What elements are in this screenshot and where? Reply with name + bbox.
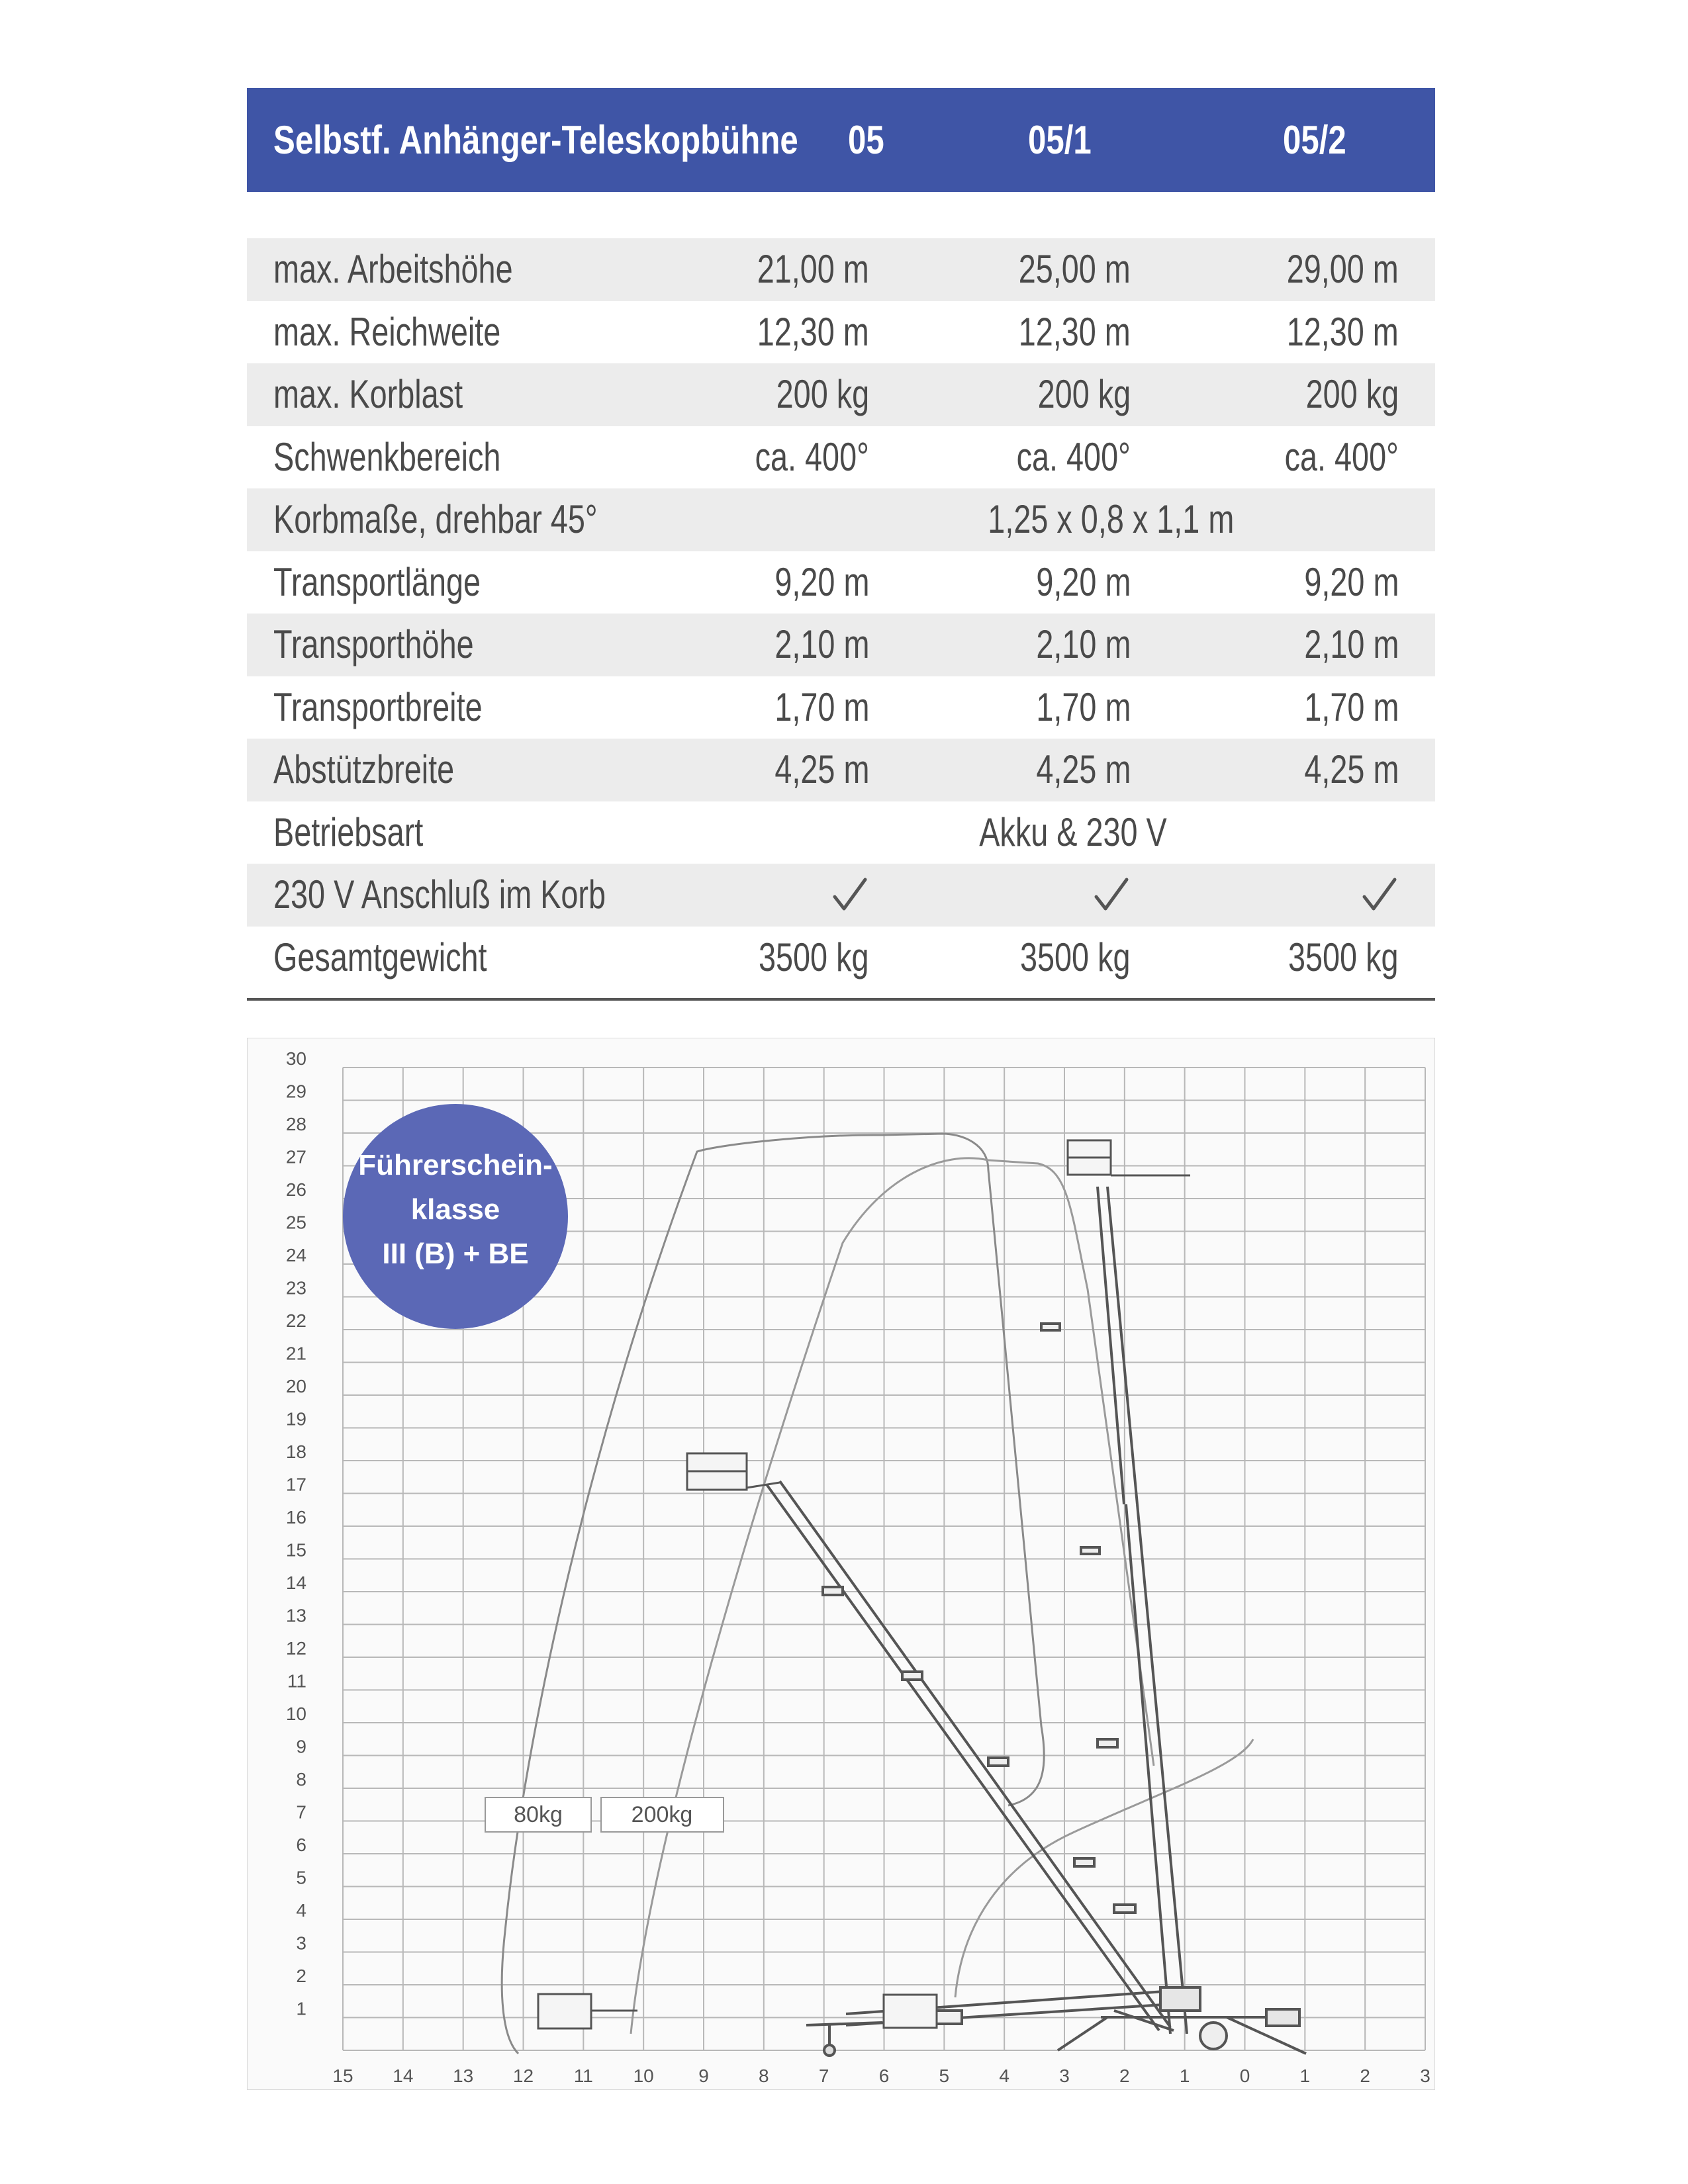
y-tick-label: 30 xyxy=(285,1048,306,1069)
spec-value: Akku & 230 V xyxy=(979,809,1167,854)
x-tick-label: 6 xyxy=(878,2066,890,2086)
x-tick-label: 14 xyxy=(393,2066,414,2086)
x-tick-label: 7 xyxy=(818,2066,829,2086)
spec-value: 4,25 m xyxy=(1035,747,1131,792)
badge-line: III (B) + BE xyxy=(382,1238,529,1270)
x-tick-label: 1 xyxy=(1299,2066,1311,2086)
y-tick-label: 18 xyxy=(285,1441,306,1462)
spec-label: Transporthöhe xyxy=(273,622,474,666)
spec-row xyxy=(247,676,1435,739)
spec-value: 1,70 m xyxy=(1035,684,1131,729)
y-tick-label: 25 xyxy=(285,1212,306,1233)
x-tick-label: 1 xyxy=(1179,2066,1190,2086)
spec-label: 230 V Anschluß im Korb xyxy=(273,872,606,917)
load-label-80kg xyxy=(485,1797,591,1832)
spec-value: 1,70 m xyxy=(1303,684,1399,729)
x-tick-label: 3 xyxy=(1059,2066,1070,2086)
spec-row xyxy=(247,864,1435,927)
x-tick-label: 9 xyxy=(698,2066,709,2086)
spec-row xyxy=(247,614,1435,676)
spec-value: 2,10 m xyxy=(1035,622,1131,666)
spec-value: ca. 400° xyxy=(755,434,869,479)
header-bar xyxy=(247,88,1435,192)
spec-row xyxy=(247,488,1435,551)
y-tick-label: 5 xyxy=(296,1867,306,1888)
spec-row xyxy=(247,426,1435,489)
y-tick-label: 3 xyxy=(296,1933,306,1954)
spec-value: 200 kg xyxy=(1305,372,1399,416)
y-tick-label: 13 xyxy=(285,1605,306,1626)
svg-text:200kg: 200kg xyxy=(631,1802,693,1827)
table-bottom-rule xyxy=(247,998,1435,1001)
y-tick-label: 28 xyxy=(285,1114,306,1134)
spec-value: 4,25 m xyxy=(774,747,869,792)
badge-line: Führerschein- xyxy=(358,1149,553,1181)
header-title: Selbstf. Anhänger-Teleskopbühne xyxy=(273,118,798,162)
y-tick-label: 7 xyxy=(296,1801,306,1823)
checkmark-icon xyxy=(1091,876,1131,915)
spec-table xyxy=(247,238,1435,989)
spec-value: 2,10 m xyxy=(774,622,869,666)
spec-value: 200 kg xyxy=(1037,372,1131,416)
spec-label: Transportbreite xyxy=(273,684,483,729)
header-model-05: 05 xyxy=(848,118,884,162)
spec-value: 12,30 m xyxy=(1286,309,1399,354)
checkmark-icon xyxy=(829,876,869,915)
spec-value: 1,70 m xyxy=(774,684,869,729)
spec-value: 9,20 m xyxy=(1035,559,1131,604)
spec-value: ca. 400° xyxy=(1284,434,1399,479)
badge-line: klasse xyxy=(410,1193,500,1226)
y-tick-label: 11 xyxy=(287,1670,306,1692)
license-class-badge xyxy=(343,1104,568,1329)
spec-row xyxy=(247,801,1435,864)
spec-value: 12,30 m xyxy=(757,309,869,354)
x-tick-label: 5 xyxy=(939,2066,950,2086)
y-tick-label: 10 xyxy=(285,1704,306,1724)
spec-value: 9,20 m xyxy=(774,559,869,604)
spec-value: 4,25 m xyxy=(1303,747,1399,792)
y-tick-label: 24 xyxy=(285,1245,306,1265)
spec-row xyxy=(247,551,1435,614)
svg-text:80kg: 80kg xyxy=(514,1802,563,1827)
y-tick-label: 17 xyxy=(285,1474,306,1495)
spec-row xyxy=(247,301,1435,364)
spec-value: 9,20 m xyxy=(1303,559,1399,604)
spec-label: Betriebsart xyxy=(273,809,424,854)
spec-label: Transportlänge xyxy=(273,559,481,604)
y-tick-label: 14 xyxy=(285,1572,306,1593)
x-tick-label: 12 xyxy=(512,2066,534,2086)
x-tick-label: 2 xyxy=(1360,2066,1370,2086)
spec-label: max. Arbeitshöhe xyxy=(273,247,513,291)
spec-row xyxy=(247,238,1435,301)
spec-label: max. Reichweite xyxy=(273,309,501,354)
spec-value: ca. 400° xyxy=(1016,434,1131,479)
y-tick-label: 16 xyxy=(285,1507,306,1527)
y-tick-label: 1 xyxy=(296,1998,306,2019)
y-tick-label: 27 xyxy=(285,1146,306,1167)
spec-label: Abstützbreite xyxy=(273,747,455,792)
y-tick-label: 22 xyxy=(285,1310,306,1331)
x-tick-label: 15 xyxy=(332,2066,353,2086)
x-tick-label: 3 xyxy=(1420,2066,1430,2086)
spec-row xyxy=(247,927,1435,989)
x-tick-label: 13 xyxy=(453,2066,474,2086)
y-tick-label: 12 xyxy=(285,1638,306,1659)
x-tick-label: 10 xyxy=(633,2066,654,2086)
x-tick-label: 8 xyxy=(759,2066,769,2086)
spec-value: 3500 kg xyxy=(1020,934,1131,979)
spec-value: 29,00 m xyxy=(1286,247,1399,291)
y-tick-label: 2 xyxy=(296,1966,306,1986)
spec-value: 3500 kg xyxy=(1288,934,1399,979)
y-tick-label: 4 xyxy=(296,1900,306,1921)
y-tick-label: 6 xyxy=(296,1835,306,1855)
y-tick-label: 9 xyxy=(296,1736,306,1757)
y-tick-label: 20 xyxy=(285,1376,306,1396)
y-tick-label: 29 xyxy=(285,1081,306,1102)
spec-value: 1,25 x 0,8 x 1,1 m xyxy=(988,497,1235,541)
spec-row xyxy=(247,363,1435,426)
y-tick-label: 8 xyxy=(296,1769,306,1790)
spec-label: Korbmaße, drehbar 45° xyxy=(273,497,598,541)
spec-value: 2,10 m xyxy=(1303,622,1399,666)
header-model-05-2: 05/2 xyxy=(1283,118,1346,162)
load-label-200kg xyxy=(601,1797,724,1832)
spec-row xyxy=(247,739,1435,801)
spec-label: Gesamtgewicht xyxy=(273,934,487,979)
spec-value: 25,00 m xyxy=(1018,247,1131,291)
x-tick-label: 0 xyxy=(1239,2066,1250,2086)
spec-label: max. Korblast xyxy=(273,372,463,416)
spec-value: 200 kg xyxy=(776,372,869,416)
spec-value: 3500 kg xyxy=(759,934,869,979)
spec-value: 21,00 m xyxy=(757,247,869,291)
y-tick-label: 19 xyxy=(285,1408,306,1430)
y-tick-label: 23 xyxy=(285,1277,306,1298)
checkmark-icon xyxy=(1359,876,1399,915)
y-tick-label: 26 xyxy=(285,1179,306,1200)
y-tick-label: 21 xyxy=(285,1343,306,1364)
spec-value: 12,30 m xyxy=(1018,309,1131,354)
y-tick-label: 15 xyxy=(285,1539,306,1561)
x-tick-label: 2 xyxy=(1119,2066,1130,2086)
spec-label: Schwenkbereich xyxy=(273,434,501,479)
header-model-05-1: 05/1 xyxy=(1028,118,1092,162)
x-tick-label: 11 xyxy=(573,2066,593,2086)
x-tick-label: 4 xyxy=(999,2066,1009,2086)
